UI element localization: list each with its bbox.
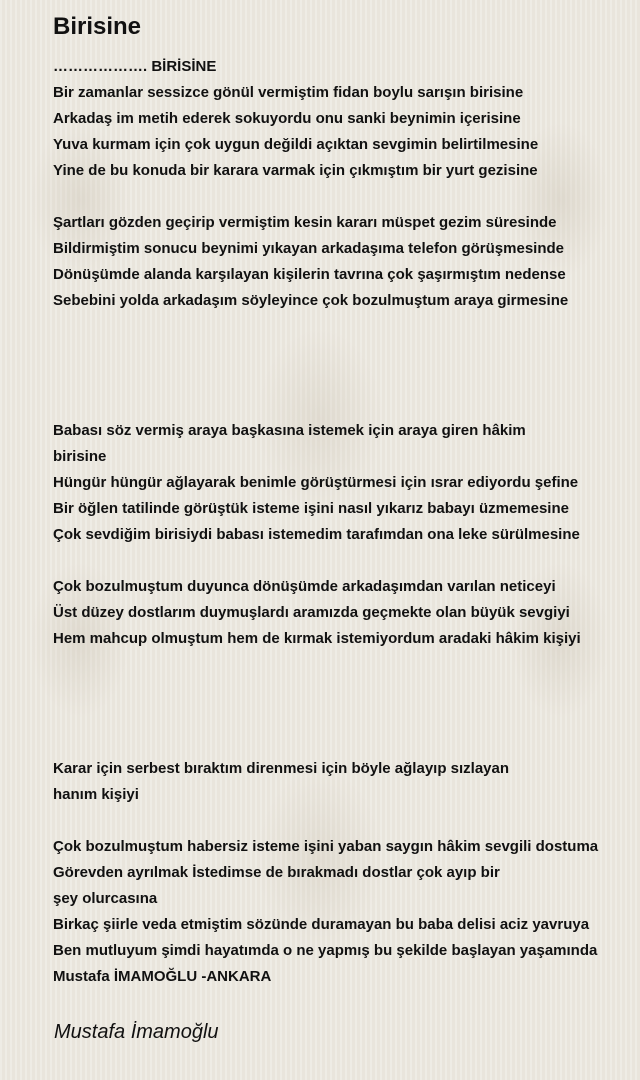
poem-line: hanım kişiyi <box>53 786 139 803</box>
stanza-gap <box>53 548 640 574</box>
poem-line: Hem mahcup olmuştum hem de kırmak istemiyordum aradaki hâkim kişiyi <box>53 630 581 647</box>
stanza-2 <box>53 210 640 314</box>
poem-line: Yine de bu konuda bir karara varmak için çıkmıştım bir yurt gezisine <box>53 162 538 179</box>
stanza-gap <box>53 652 640 756</box>
poem-line: Şartları gözden geçirip vermiştim kesin kararı müspet gezim süresinde <box>53 214 557 231</box>
poem-line: Bildirmiştim sonucu beynimi yıkayan arkadaşıma telefon görüşmesinde <box>53 240 564 257</box>
poem-signature: Mustafa İMAMOĞLU -ANKARA <box>53 968 272 985</box>
poem-line: Birkaç şiirle veda etmiştim sözünde duramayan bu baba delisi aciz yavruya <box>53 916 590 933</box>
poem-line: Üst düzey dostlarım duymuşlardı aramızda geçmekte olan büyük sevgiyi <box>53 604 570 621</box>
poem-line: Dönüşümde alanda karşılayan kişilerin tavrına çok şaşırmıştım nedense <box>53 266 566 283</box>
stanza-6 <box>53 834 640 990</box>
poem-line: Karar için serbest bıraktım direnmesi için böyle ağlayıp sızlayan <box>53 760 510 777</box>
poem-line: birisine <box>53 448 107 465</box>
stanza-gap <box>53 314 640 418</box>
page-title: Birisine <box>53 13 142 40</box>
poem-header: ………………. BİRİSİNE <box>53 58 217 75</box>
poem-line: Çok bozulmuştum habersiz isteme işini yaban saygın hâkim sevgili dostuma <box>53 838 599 855</box>
poem-line: Ben mutluyum şimdi hayatımda o ne yapmış bu şekilde başlayan yaşamında <box>53 942 598 959</box>
poem-line: Bir zamanlar sessizce gönül vermiştim fidan boylu sarışın birisine <box>53 84 524 101</box>
stanza-4 <box>53 574 640 652</box>
stanza-gap <box>53 808 640 834</box>
author-name[interactable]: Mustafa İmamoğlu <box>54 1021 219 1043</box>
poem-line: Çok bozulmuştum duyunca dönüşümde arkadaşımdan varılan neticeyi <box>53 578 556 595</box>
poem-line: Babası söz vermiş araya başkasına istemek için araya giren hâkim <box>53 422 526 439</box>
stanza-1 <box>53 80 640 184</box>
stanza-3 <box>53 418 640 548</box>
poem-line: şey olurcasına <box>53 890 158 907</box>
poem-line: Bir öğlen tatilinde görüştük isteme işini nasıl yıkarız babayı üzmemesine <box>53 500 569 517</box>
poem-line: Görevden ayrılmak İstedimse de bırakmadı dostlar çok ayıp bir <box>53 864 500 881</box>
poem-body <box>53 54 640 990</box>
stanza-5 <box>53 756 640 808</box>
poem-line: Sebebini yolda arkadaşım söyleyince çok bozulmuştum araya girmesine <box>53 292 569 309</box>
stanza-gap <box>53 184 640 210</box>
poem-line: Hüngür hüngür ağlayarak benimle görüştürmesi için ısrar ediyordu şefine <box>53 474 579 491</box>
poem-line: Yuva kurmam için çok uygun değildi açıktan sevgimin belirtilmesine <box>53 136 539 153</box>
poem-line: Arkadaş im metih ederek sokuyordu onu sanki beynimin içerisine <box>53 110 521 127</box>
poem-line: Çok sevdiğim birisiydi babası istemedim tarafımdan ona leke sürülmesine <box>53 526 580 543</box>
